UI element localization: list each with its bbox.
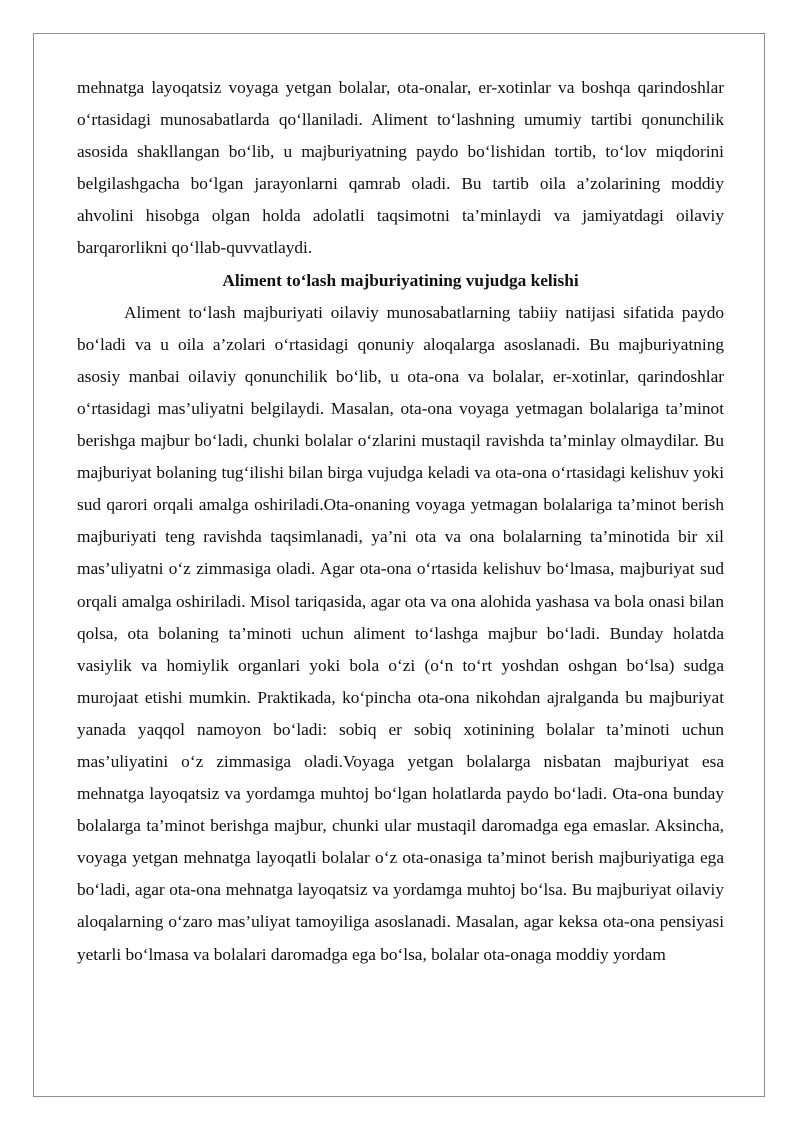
paragraph-continuation: mehnatga layoqatsiz voyaga yetgan bolalar, ota-onalar, er-xotinlar va boshqa qarindoshlar o‘rtasidagi munosabatlarda qo‘llaniladi. Aliment to‘lashning umumiy tartibi qonunchilik asosida shakllangan bo‘lib, u majburiyatning paydo bo‘lishidan tortib, to‘lov miqdorini belgilashgacha bo‘lgan jarayonlarni qamrab oladi. Bu tartib oila a’zolarining moddiy ahvolini hisobga olgan holda adolatli taqsimotni ta’minlaydi va jamiyatdagi oilaviy barqarorlikni qo‘llab-quvvatlaydi. xyxy=(77,78,724,258)
paragraph-main: Aliment to‘lash majburiyati oilaviy munosabatlarning tabiiy natijasi sifatida paydo bo‘ladi va u oila a’zolari o‘rtasidagi qonuniy aloqalarga asoslanadi. Bu majburiyatning asosiy manbai oilaviy qonunchilik bo‘lib, u ota-ona va bolalar, er-xotinlar, qarindoshlar o‘rtasidagi mas’uliyatni belgilaydi. Masalan, ota-ona voyaga yetmagan bolalariga ta’minot berishga majbur bo‘ladi, chunki bolalar o‘zlarini mustaqil ravishda ta’minlay olmaydilar. Bu majburiyat bolaning tug‘ilishi bilan birga vujudga keladi va ota-ona o‘rtasidagi kelishuv yoki sud qarori orqali amalga oshiriladi.Ota-onaning voyaga yetmagan bolalariga ta’minot berish majburiyati teng ravishda taqsimlanadi, ya’ni ota va ona bolalarning ta’minotida bir xil mas’uliyatni o‘z zimmasiga oladi. Agar ota-ona o‘rtasida kelishuv bo‘lmasa, majburiyat sud orqali amalga oshiriladi. Misol tariqasida, agar ota va ona alohida yashasa va bola onasi bilan qolsa, ota bolaning ta’minoti uchun aliment to‘lashga majbur bo‘ladi. Bunday holatda vasiylik va homiylik organlari yoki bola o‘zi (o‘n to‘rt yoshdan oshgan bo‘lsa) sudga murojaat etishi mumkin. Praktikada, ko‘pincha ota-ona nikohdan ajralganda bu majburiyat yanada yaqqol namoyon bo‘ladi: sobiq er sobiq xotinining bolalar ta’minoti uchun mas’uliyatini o‘z zimmasiga oladi.Voyaga yetgan bolalarga nisbatan majburiyat esa mehnatga layoqatsiz va yordamga muhtoj bo‘lgan holatlarda paydo bo‘ladi. Ota-ona bunday bolalarga ta’minot berishga majbur, chunki ular mustaqil daromadga ega emaslar. Aksincha, voyaga yetgan mehnatga layoqatli bolalar o‘z ota-onasiga ta’minot berish majburiyatiga ega bo‘ladi, agar ota-ona mehnatga layoqatsiz va yordamga muhtoj bo‘lsa. Bu majburiyat oilaviy aloqalarning o‘zaro mas’uliyat tamoyiliga asoslanadi. Masalan, agar keksa ota-ona pensiyasi yetarli bo‘lmasa va bolalari daromadga ega bo‘lsa, bolalar ota-onaga moddiy yordam xyxy=(77,302,724,964)
document-body xyxy=(77,72,724,971)
section-heading: Aliment to‘lash majburiyatining vujudga kelishi xyxy=(222,270,579,290)
